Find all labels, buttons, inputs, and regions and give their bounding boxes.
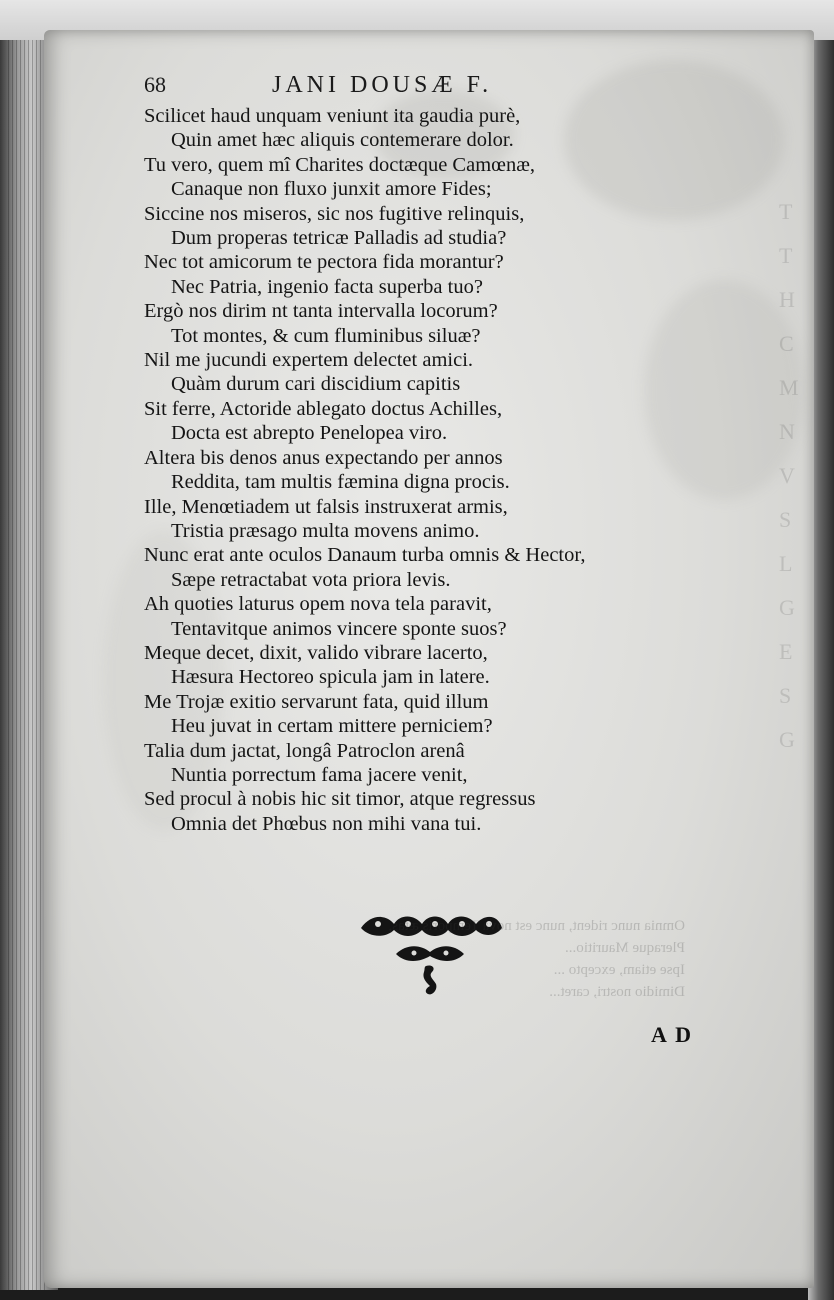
verse-line: Tot montes, & cum fluminibus siluæ? [171,324,481,347]
verse-line: Nuntia porrectum fama jacere venit, [171,763,468,786]
verse-line: Ergò nos dirim nt tanta intervalla locorum? [144,300,498,323]
verse-line: Hæsura Hectoreo spicula jam in latere. [171,666,490,689]
verse-line: Siccine nos miseros, sic nos fugitive relinquis, [144,202,525,225]
page-header [144,72,584,102]
show-through-text: T T H C M N V S L G E S G [779,199,799,752]
verse-line: Ille, Menœtiadem ut falsis instruxerat armis, [144,495,508,518]
verse-line: Sed procul à nobis hic sit timor, atque regressus [144,788,536,811]
verse-line: Meque decet, dixit, valido vibrare lacerto, [144,641,488,664]
verse-line: Ah quoties laturus opem nova tela paravit, [144,593,492,616]
verse-line: Nec tot amicorum te pectora fida morantur? [144,251,504,274]
verse-line: Nec Patria, ingenio facta superba tuo? [171,275,483,298]
verse-line: Heu juvat in certam mittere perniciem? [171,715,493,738]
verse-line: Tristia præsago multa movens animo. [171,519,480,542]
verse-line: Altera bis denos anus expectando per annos [144,446,503,469]
verse-line: Scilicet haud unquam veniunt ita gaudia purè, [144,105,521,127]
verse-line: Quin amet hæc aliquis contemerare dolor. [171,129,514,152]
verse-line: Tentavitque animos vincere sponte suos? [171,617,507,640]
verse-line: Docta est abrepto Penelopea viro. [171,422,448,445]
verse-line: Canaque non fluxo junxit amore Fides; [171,178,492,201]
verse-line: Me Trojæ exitio servarunt fata, quid illum [144,690,489,713]
verse-line: Talia dum jactat, longâ Patroclon arenâ [144,739,465,762]
verse-line: Omnia det Phœbus non mihi vana tui. [171,812,482,835]
catchword: A D [651,1022,694,1047]
verse-line: Sit ferre, Actoride ablegato doctus Achilles, [144,397,503,420]
running-head: JANI DOUSÆ F. [272,72,493,98]
verse-line: Reddita, tam multis fæmina digna procis. [171,471,510,494]
verse-line: Tu vero, quem mî Charites doctæque Camœnæ, [144,153,535,176]
verse-line: Nunc erat ante oculos Danaum turba omnis & Hector, [144,544,586,567]
verse-line: Dum properas tetricæ Palladis ad studia? [171,227,507,250]
show-through-bottom: Omnia nunc rident, nunc est nova Temporis ætas, Pleraque Mauritio... Ipse etiam, excepto ... Dimidio nostri, caret... [388,918,685,1000]
verse-line: Sæpe retractabat vota priora levis. [171,568,451,591]
verse-line: Quàm durum cari discidium capitis [171,373,461,396]
page-number: 68 [144,72,166,97]
poem-text [144,104,734,836]
verse-line: Nil me jucundi expertem delectet amici. [144,349,474,372]
